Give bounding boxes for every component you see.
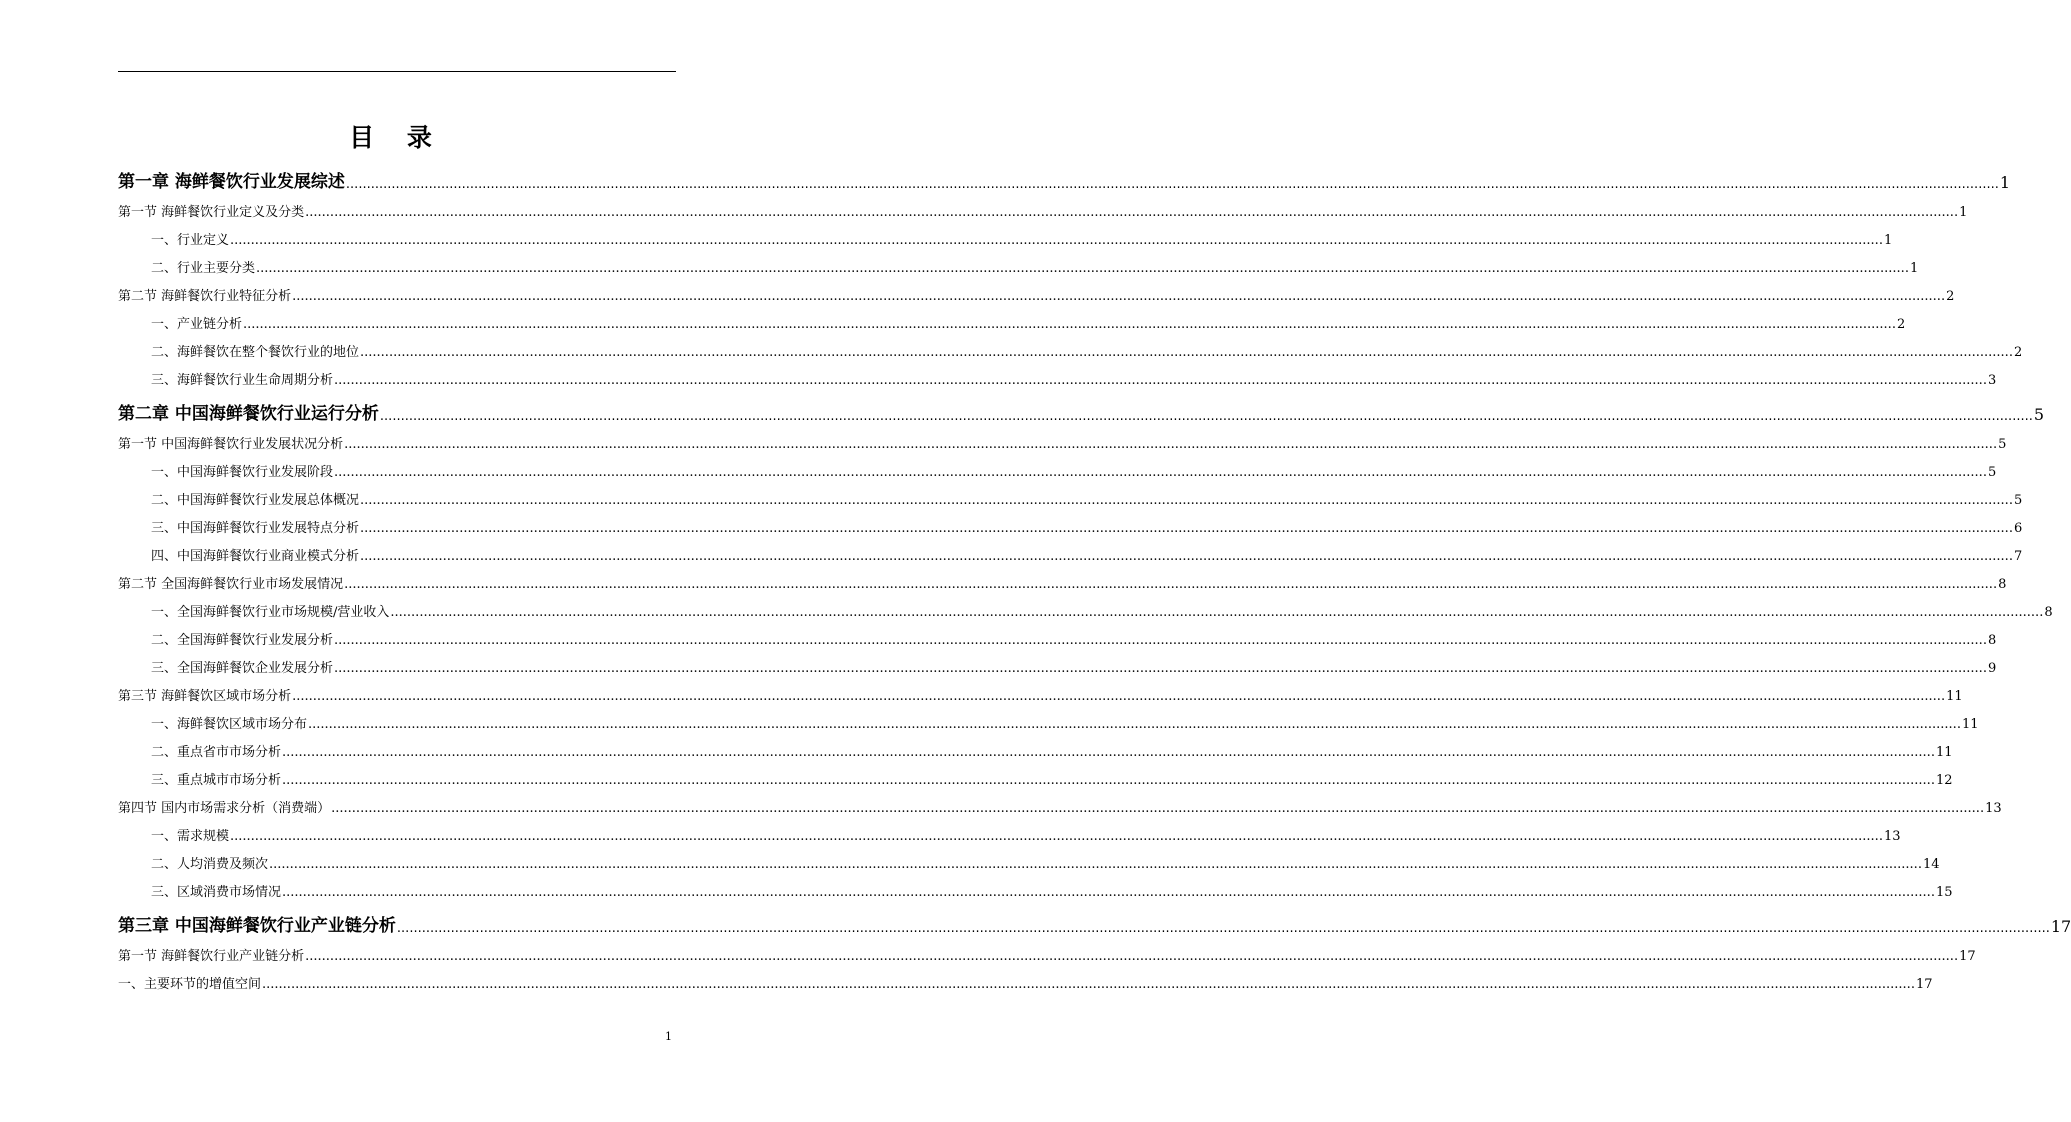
toc-entry-section[interactable] <box>118 282 1955 310</box>
toc-leader-dots: ................................................................................................................................................................................................................................................................................................................................................................................................................ <box>292 289 1946 304</box>
toc-leader-dots: ................................................................................................................................................................................................................................................................................................................................................................................................................ <box>262 977 1915 992</box>
toc-entry-chapter[interactable] <box>118 394 2045 430</box>
toc-leader-dots: ................................................................................................................................................................................................................................................................................................................................................................................................................ <box>390 605 2044 620</box>
toc-entry-page: 8 <box>1998 577 2007 592</box>
toc-entry-page: 2 <box>1896 317 1906 332</box>
toc-entry-page: 2 <box>2013 345 2023 360</box>
toc-leader-dots: ................................................................................................................................................................................................................................................................................................................................................................................................................ <box>269 857 1922 872</box>
toc-leader-dots: ................................................................................................................................................................................................................................................................................................................................................................................................................ <box>256 261 1909 276</box>
toc-entry-title: 三、中国海鲜餐饮行业发展特点分析 <box>151 521 360 536</box>
toc-entry-item[interactable] <box>118 710 1979 738</box>
toc-leader-dots: ................................................................................................................................................................................................................................................................................................................................................................................................................ <box>344 437 1998 452</box>
toc-entry-page: 17 <box>1959 949 1976 964</box>
toc-leader-dots: ................................................................................................................................................................................................................................................................................................................................................................................................................ <box>334 465 1987 480</box>
toc-entry-item[interactable] <box>118 338 2023 366</box>
header-rule <box>118 71 676 72</box>
toc-leader-dots: ................................................................................................................................................................................................................................................................................................................................................................................................................ <box>360 521 2013 536</box>
toc-entry-page: 14 <box>1922 857 1940 872</box>
toc-entry-page: 7 <box>2013 549 2023 564</box>
toc-leader-dots: ................................................................................................................................................................................................................................................................................................................................................................................................................ <box>305 949 1959 964</box>
toc-entry-title: 一、全国海鲜餐饮行业市场规模/营业收入 <box>151 605 390 620</box>
toc-entry-title: 第二章 中国海鲜餐饮行业运行分析 <box>118 404 379 424</box>
toc-leader-dots: ................................................................................................................................................................................................................................................................................................................................................................................................................ <box>360 549 2013 564</box>
toc-entry-page: 13 <box>1883 829 1901 844</box>
toc-leader-dots: ................................................................................................................................................................................................................................................................................................................................................................................................................ <box>282 773 1935 788</box>
toc-entry-item[interactable] <box>118 310 1906 338</box>
toc-entry-title: 一、主要环节的增值空间 <box>118 977 262 992</box>
toc-entry-title: 第一章 海鲜餐饮行业发展综述 <box>118 172 345 192</box>
toc-entry-item[interactable] <box>118 822 1901 850</box>
page-number: 1 <box>665 1030 672 1043</box>
toc-entry-section[interactable] <box>118 970 1933 998</box>
toc-entry-page: 9 <box>1987 661 1997 676</box>
toc-entry-title: 第二节 海鲜餐饮行业特征分析 <box>118 289 292 304</box>
page-title: 目 录 <box>349 123 444 152</box>
toc-entry-page: 5 <box>2013 493 2023 508</box>
toc-entry-section[interactable] <box>118 570 2007 598</box>
toc-entry-section[interactable] <box>118 430 2007 458</box>
toc-entry-title: 第一节 海鲜餐饮行业产业链分析 <box>118 949 305 964</box>
toc-entry-title: 二、海鲜餐饮在整个餐饮行业的地位 <box>151 345 360 360</box>
toc-entry-title: 一、行业定义 <box>151 233 230 248</box>
toc-entry-title: 第四节 国内市场需求分析（消费端） <box>118 801 331 816</box>
toc-leader-dots: ................................................................................................................................................................................................................................................................................................................................................................................................................ <box>305 205 1959 220</box>
toc-leader-dots: ................................................................................................................................................................................................................................................................................................................................................................................................................ <box>334 633 1987 648</box>
toc-entry-title: 三、重点城市市场分析 <box>151 773 282 788</box>
toc-entry-page: 11 <box>1935 745 1953 760</box>
toc-entry-item[interactable] <box>118 226 1893 254</box>
toc-entry-item[interactable] <box>118 738 1953 766</box>
toc-entry-section[interactable] <box>118 682 1963 710</box>
toc-entry-page: 11 <box>1946 689 1963 704</box>
toc-entry-section[interactable] <box>118 794 2002 822</box>
toc-entry-page: 5 <box>1998 437 2007 452</box>
toc-entry-page: 8 <box>2044 605 2053 620</box>
toc-entry-page: 1 <box>1959 205 1968 220</box>
toc-leader-dots: ................................................................................................................................................................................................................................................................................................................................................................................................................ <box>292 689 1946 704</box>
toc-entry-page: 12 <box>1935 773 1953 788</box>
toc-entry-title: 第三节 海鲜餐饮区域市场分析 <box>118 689 292 704</box>
toc-entry-title: 第二节 全国海鲜餐饮行业市场发展情况 <box>118 577 344 592</box>
toc-entry-item[interactable] <box>118 514 2023 542</box>
toc-entry-page: 15 <box>1935 885 1953 900</box>
toc-entry-item[interactable] <box>118 850 1940 878</box>
toc-entry-item[interactable] <box>118 626 1997 654</box>
toc-entry-page: 17 <box>2050 917 2071 936</box>
toc-entry-title: 第三章 中国海鲜餐饮行业产业链分析 <box>118 916 396 936</box>
toc-entry-page: 5 <box>1987 465 1997 480</box>
toc-entry-title: 一、产业链分析 <box>151 317 243 332</box>
toc-entry-title: 第一节 中国海鲜餐饮行业发展状况分析 <box>118 437 344 452</box>
toc-entry-page: 17 <box>1915 977 1933 992</box>
toc-entry-title: 第一节 海鲜餐饮行业定义及分类 <box>118 205 305 220</box>
toc-entry-section[interactable] <box>118 198 1968 226</box>
toc-leader-dots: ................................................................................................................................................................................................................................................................................................................................................................................................................ <box>360 345 2013 360</box>
toc-entry-item[interactable] <box>118 542 2023 570</box>
toc-leader-dots: ................................................................................................................................................................................................................................................................................................................................................................................................................ <box>308 717 1961 732</box>
toc-entry-item[interactable] <box>118 878 1953 906</box>
toc-entry-page: 8 <box>1987 633 1997 648</box>
toc-entry-page: 5 <box>2033 405 2045 424</box>
toc-leader-dots: ................................................................................................................................................................................................................................................................................................................................................................................................................ <box>282 745 1935 760</box>
toc-entry-title: 一、海鲜餐饮区域市场分布 <box>151 717 308 732</box>
toc-entry-title: 二、行业主要分类 <box>151 261 256 276</box>
toc-entry-page: 11 <box>1961 717 1979 732</box>
toc-leader-dots: ................................................................................................................................................................................................................................................................................................................................................................................................................ <box>334 661 1987 676</box>
table-of-contents <box>118 162 2071 998</box>
toc-entry-item[interactable] <box>118 254 1919 282</box>
toc-leader-dots: ................................................................................................................................................................................................................................................................................................................................................................................................................ <box>230 829 1883 844</box>
toc-entry-page: 1 <box>1999 173 2011 192</box>
toc-entry-item[interactable] <box>118 366 1997 394</box>
toc-entry-page: 1 <box>1883 233 1893 248</box>
toc-entry-chapter[interactable] <box>118 162 2011 198</box>
toc-entry-item[interactable] <box>118 654 1997 682</box>
toc-entry-page: 2 <box>1946 289 1955 304</box>
toc-entry-item[interactable] <box>118 458 1997 486</box>
toc-entry-title: 三、全国海鲜餐饮企业发展分析 <box>151 661 334 676</box>
toc-leader-dots: ................................................................................................................................................................................................................................................................................................................................................................................................................ <box>345 177 1999 192</box>
toc-leader-dots: ................................................................................................................................................................................................................................................................................................................................................................................................................ <box>230 233 1883 248</box>
toc-entry-title: 二、人均消费及频次 <box>151 857 269 872</box>
toc-entry-title: 二、重点省市市场分析 <box>151 745 282 760</box>
toc-leader-dots: ................................................................................................................................................................................................................................................................................................................................................................................................................ <box>360 493 2013 508</box>
toc-entry-page: 1 <box>1909 261 1919 276</box>
toc-entry-title: 一、中国海鲜餐饮行业发展阶段 <box>151 465 334 480</box>
toc-entry-chapter[interactable] <box>118 906 2071 942</box>
toc-leader-dots: ................................................................................................................................................................................................................................................................................................................................................................................................................ <box>379 409 2033 424</box>
toc-leader-dots: ................................................................................................................................................................................................................................................................................................................................................................................................................ <box>334 373 1987 388</box>
toc-leader-dots: ................................................................................................................................................................................................................................................................................................................................................................................................................ <box>282 885 1935 900</box>
toc-entry-item[interactable] <box>118 766 1953 794</box>
toc-leader-dots: ................................................................................................................................................................................................................................................................................................................................................................................................................ <box>243 317 1896 332</box>
toc-leader-dots: ................................................................................................................................................................................................................................................................................................................................................................................................................ <box>331 801 1985 816</box>
toc-entry-title: 四、中国海鲜餐饮行业商业模式分析 <box>151 549 360 564</box>
toc-entry-title: 一、需求规模 <box>151 829 230 844</box>
toc-entry-title: 三、海鲜餐饮行业生命周期分析 <box>151 373 334 388</box>
toc-entry-title: 二、全国海鲜餐饮行业发展分析 <box>151 633 334 648</box>
toc-entry-page: 6 <box>2013 521 2023 536</box>
toc-leader-dots: ................................................................................................................................................................................................................................................................................................................................................................................................................ <box>344 577 1998 592</box>
toc-entry-item[interactable] <box>118 486 2023 514</box>
toc-entry-title: 二、中国海鲜餐饮行业发展总体概况 <box>151 493 360 508</box>
toc-entry-page: 3 <box>1987 373 1997 388</box>
toc-entry-title: 三、区域消费市场情况 <box>151 885 282 900</box>
toc-entry-page: 13 <box>1985 801 2002 816</box>
toc-entry-item[interactable] <box>118 598 2053 626</box>
toc-leader-dots: ................................................................................................................................................................................................................................................................................................................................................................................................................ <box>396 921 2050 936</box>
toc-entry-section[interactable] <box>118 942 1976 970</box>
